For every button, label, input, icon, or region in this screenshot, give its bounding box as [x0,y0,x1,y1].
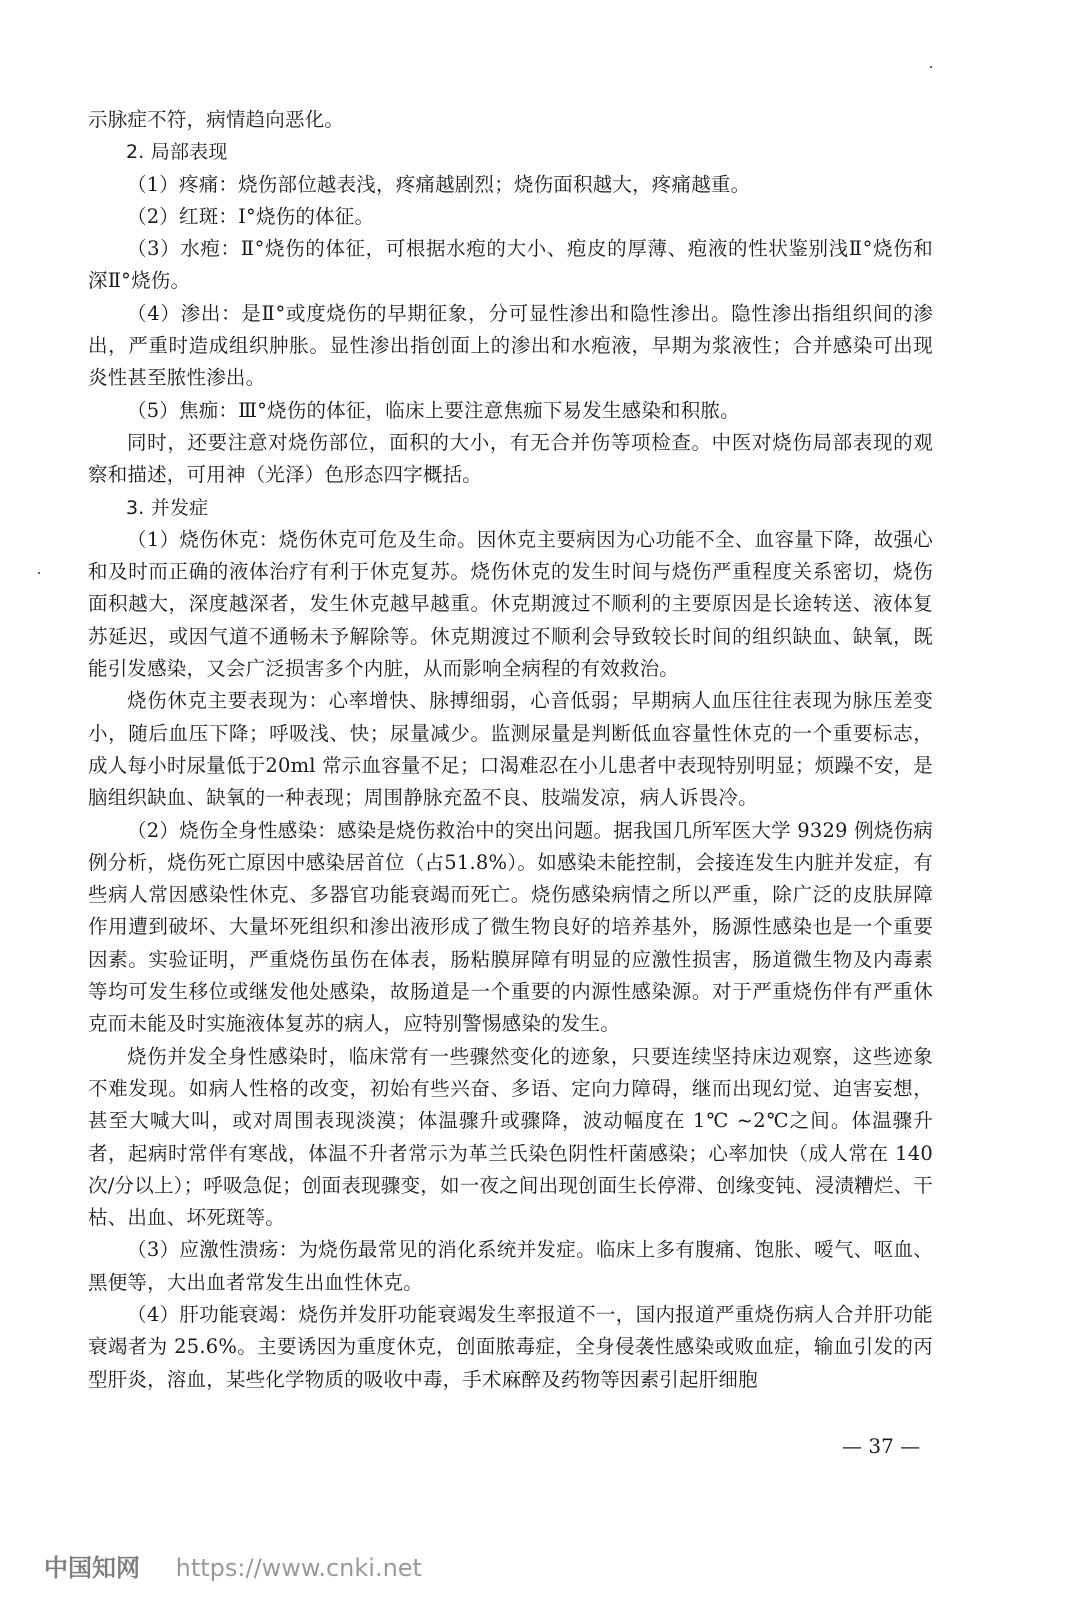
paragraph-shock-signs: 烧伤休克主要表现为：心率增快、脉搏细弱，心音低弱；早期病人血压往往表现为脉压差变小，随后血压下降；呼吸浅、快；尿量减少。监测尿量是判断低血容量性休克的一个重要标志，成人每小时尿量低于20ml 常示血容量不足；口渴难忍在小儿患者中表现特别明显；烦躁不安，是脑组织缺血、缺氧的一种表现；周围静脉充盈不良、肢端发凉，病人诉畏冷。 [88,689,933,810]
paragraph-eschar: （5）焦痂：Ⅲ°烧伤的体征，临床上要注意焦痂下易发生感染和积脓。 [127,398,740,422]
paragraph-infection-signs: 烧伤并发全身性感染时，临床常有一些骤然变化的迹象，只要连续坚持床边观察，这些迹象不难发现。如病人性格的改变，初始有些兴奋、多语、定向力障碍，继而出现幻觉、迫害妄想，甚至大喊大叫，或对周围表现淡漠；体温骤升或骤降，波动幅度在 1℃ ~2℃之间。体温骤升者，起病时常伴有寒战，体温不升者常示为革兰氏染色阴性杆菌感染；心率加快（成人常在 140 次/分以上）；呼吸急促；创面表现骤变，如一夜之间出现创面生长停滞、创缘变钝、浸渍糟烂、干枯、出血、坏死斑等。 [88,1044,933,1230]
paragraph-stress-ulcer: （3）应激性溃疡：为烧伤最常见的消化系统并发症。临床上多有腹痛、饱胀、嗳气、呕血、黑便等，大出血者常发生出血性休克。 [88,1238,933,1294]
paragraph-burn-shock: （1）烧伤休克：烧伤休克可危及生命。因休克主要病因为心功能不全、血容量下降，故强心和及时而正确的液体治疗有利于休克复苏。烧伤休克的发生时间与烧伤严重程度关系密切，烧伤面积越大，深度越深者，发生休克越早越重。休克期渡过不顺利的主要原因是长途转送、液体复苏延迟，或因气道不通畅未予解除等。休克期渡过不顺利会导致较长时间的组织缺血、缺氧，既能引发感染，又会广泛损害多个内脏，从而影响全病程的有效救治。 [88,527,933,681]
paragraph-exudate: （4）渗出：是Ⅱ°或度烧伤的早期征象，分可显性渗出和隐性渗出。隐性渗出指组织间的渗出，严重时造成组织肿胀。显性渗出指创面上的渗出和水疱液，早期为浆液性；合并感染可出现炎性甚至脓性渗出。 [88,301,933,390]
scan-speck [930,66,932,68]
page-number: — 37 — [842,1434,921,1458]
paragraph-inspection: 同时，还要注意对烧伤部位，面积的大小，有无合并伤等项检查。中医对烧伤局部表现的观察和描述，可用神（光泽）色形态四字概括。 [88,430,933,487]
paragraph-systemic-infection: （2）烧伤全身性感染：感染是烧伤救治中的突出问题。据我国几所军医大学 9329 例烧伤病例分析，烧伤死亡原因中感染居首位（占51.8%）。如感染未能控制，会接连发生内脏并发症，有些病人常因感染性休克、多器官功能衰竭而死亡。烧伤感染病情之所以严重，除广泛的皮肤屏障作用遭到破坏、大量坏死组织和渗出液形成了微生物良好的培养基外，肠源性感染也是一个重要因素。实验证明，严重烧伤虽伤在体表，肠粘膜屏障有明显的应激性损害，肠道微生物及内毒素等均可发生移位或继发他处感染，故肠道是一个重要的内源性感染源。对于严重烧伤伴有严重休克而未能及时实施液体复苏的病人，应特别警惕感染的发生。 [88,818,933,1036]
watermark-footer [44,1548,422,1583]
body-text [88,104,933,1396]
paragraph-blister: （3）水疱：Ⅱ°烧伤的体征，可根据水疱的大小、疱皮的厚薄、疱液的性状鉴别浅Ⅱ°烧伤和深Ⅱ°烧伤。 [88,237,933,293]
paragraph-liver-failure: （4）肝功能衰竭：烧伤并发肝功能衰竭发生率报道不一，国内报道严重烧伤病人合并肝功能衰竭者为 25.6%。主要诱因为重度休克，创面脓毒症，全身侵袭性感染或败血症，输血引发的丙型肝炎，溶血，某些化学物质的吸收中毒，手术麻醉及药物等因素引起肝细胞 [88,1302,933,1391]
section-heading-local-signs: 2. 局部表现 [126,141,228,164]
paragraph-continuation: 示脉症不符，病情趋向恶化。 [88,108,345,131]
section-heading-complications: 3. 并发症 [126,496,209,519]
paragraph-pain: （1）疼痛：烧伤部位越表浅，疼痛越剧烈；烧伤面积越大，疼痛越重。 [127,172,751,196]
scan-speck [38,572,40,574]
cnki-url: https://www.cnki.net [175,1554,422,1582]
cnki-logo-text: 中国知网 [44,1554,140,1582]
paragraph-erythema: （2）红斑：Ⅰ°烧伤的体征。 [127,204,375,228]
